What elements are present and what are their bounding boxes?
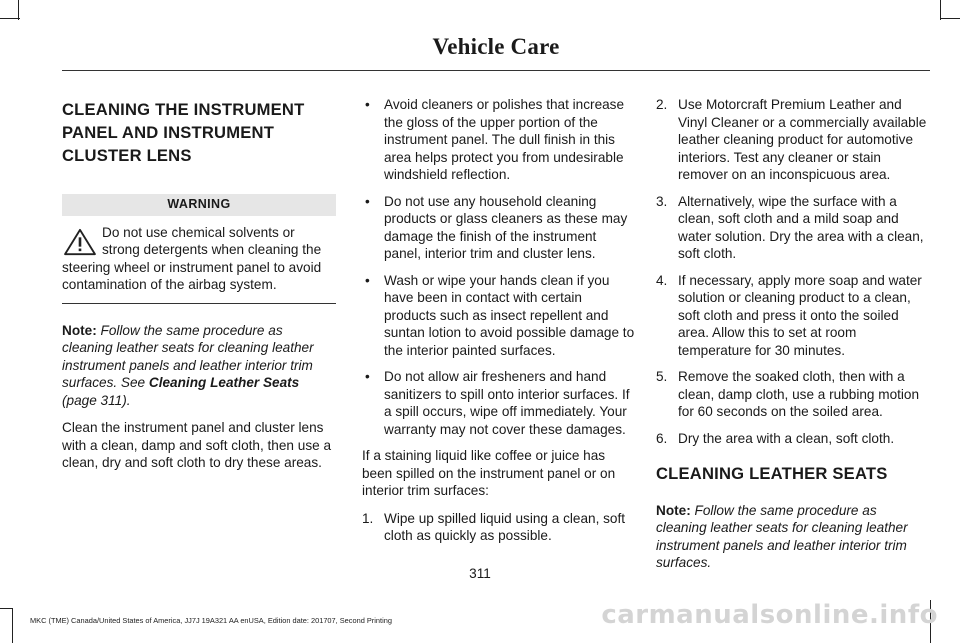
- warning-triangle-icon: [62, 228, 98, 256]
- note-paragraph: [62, 322, 336, 410]
- crop-mark: [940, 18, 960, 19]
- header-rule: [62, 70, 930, 71]
- list-item: [656, 193, 930, 263]
- step-text: Alternatively, wipe the surface with a clean, soft cloth and a mild soap and water solution. Dry the area with a clean, soft cloth.: [678, 193, 924, 261]
- step-text: Remove the soaked cloth, then with a clean, damp cloth, use a rubbing motion for 60 seconds on the soiled area.: [678, 369, 920, 419]
- page-number: 311: [469, 566, 491, 581]
- step-number: 6.: [656, 430, 668, 446]
- section-heading: CLEANING LEATHER SEATS: [656, 464, 888, 483]
- cross-reference-link[interactable]: Cleaning Leather Seats: [148, 375, 300, 390]
- step-text: If necessary, apply more soap and water solution or cleaning product to a clean, soft cloth and press it onto the soiled area. Allow this to set at room temperature for 30 minutes.: [678, 272, 922, 358]
- list-item: • Do not use any household cleaning products or glass cleaners as these may damage the finish of the instrument panel, interior trim and cluster lens.: [362, 193, 636, 263]
- page-reference: (page 311).: [62, 392, 131, 408]
- warning-text: Do not use chemical solvents or strong detergents when cleaning the steering wheel or instrument panel to avoid contamination of the airbag system.: [62, 224, 322, 292]
- section-heading: [62, 98, 336, 167]
- column-left: [62, 92, 336, 482]
- body-paragraph: Clean the instrument panel and cluster lens with a clean, damp and soft cloth, then use a clean, dry and soft cloth to dry these areas.: [62, 420, 332, 470]
- numbered-list: [656, 96, 930, 447]
- list-item: [656, 96, 930, 184]
- column-middle: [362, 96, 636, 554]
- list-item: • Wash or wipe your hands clean if you have been in contact with certain products such as insect repellent and suntan lotion to avoid possible damage to the interior painted surfaces.: [362, 272, 636, 360]
- numbered-list: [362, 510, 636, 545]
- heading-line: CLUSTER LENS: [62, 146, 192, 165]
- footer-text: MKC (TME) Canada/United States of America, JJ7J 19A321 AA enUSA, Edition date: 201707, Second Printing: [30, 616, 392, 625]
- step-number: 1.: [362, 510, 374, 526]
- bullet-list: [362, 96, 636, 438]
- step-number: 3.: [656, 193, 668, 209]
- step-text: Dry the area with a clean, soft cloth.: [678, 430, 895, 446]
- note-text: Follow the same procedure as cleaning leather seats for cleaning leather instrument panels and leather interior trim surfaces. See: [62, 322, 314, 390]
- crop-mark: [0, 18, 20, 19]
- note-label: Note:: [656, 502, 691, 518]
- crop-mark: [0, 608, 12, 609]
- body-paragraph: If a staining liquid like coffee or juice has been spilled on the instrument panel or on interior trim surfaces:: [362, 448, 616, 498]
- note-text: Follow the same procedure as cleaning leather seats for cleaning leather instrument panels and leather interior trim surfaces.: [656, 502, 908, 570]
- warning-box: [62, 224, 336, 294]
- step-text: Wipe up spilled liquid using a clean, soft cloth as quickly as possible.: [384, 510, 626, 543]
- step-number: 5.: [656, 369, 668, 384]
- list-item: • Do not allow air fresheners and hand sanitizers to spill onto interior surfaces. If a spill occurs, wipe off immediately. Your warranty may not cover these damages.: [362, 368, 636, 438]
- list-item: [656, 430, 930, 448]
- warning-rule: [62, 303, 336, 304]
- step-number: 2.: [656, 97, 668, 112]
- note-label: Note:: [62, 322, 97, 338]
- list-item: • Avoid cleaners or polishes that increase the gloss of the upper portion of the instrument panel. The dull finish in this area helps protect you from undesirable windshield reflection.: [362, 96, 636, 184]
- heading-line: CLEANING THE INSTRUMENT: [62, 100, 305, 119]
- step-number: 4.: [656, 272, 668, 288]
- crop-mark: [940, 0, 941, 20]
- step-text: Use Motorcraft Premium Leather and Vinyl Cleaner or a commercially available leather cleaning product for automotive interiors. Test any cleaner or stain remover on an inconspicuous area.: [678, 97, 927, 182]
- page-header-title: Vehicle Care: [432, 34, 560, 59]
- heading-line: PANEL AND INSTRUMENT: [62, 123, 275, 142]
- crop-mark: [18, 0, 19, 20]
- list-item: [362, 510, 636, 545]
- list-item: [656, 368, 930, 421]
- note-paragraph: [656, 502, 930, 572]
- crop-mark: [12, 608, 13, 643]
- list-item: [656, 272, 930, 360]
- column-right: [656, 96, 930, 582]
- watermark: carmanualsonline.info: [601, 600, 938, 630]
- warning-label: WARNING: [62, 194, 336, 216]
